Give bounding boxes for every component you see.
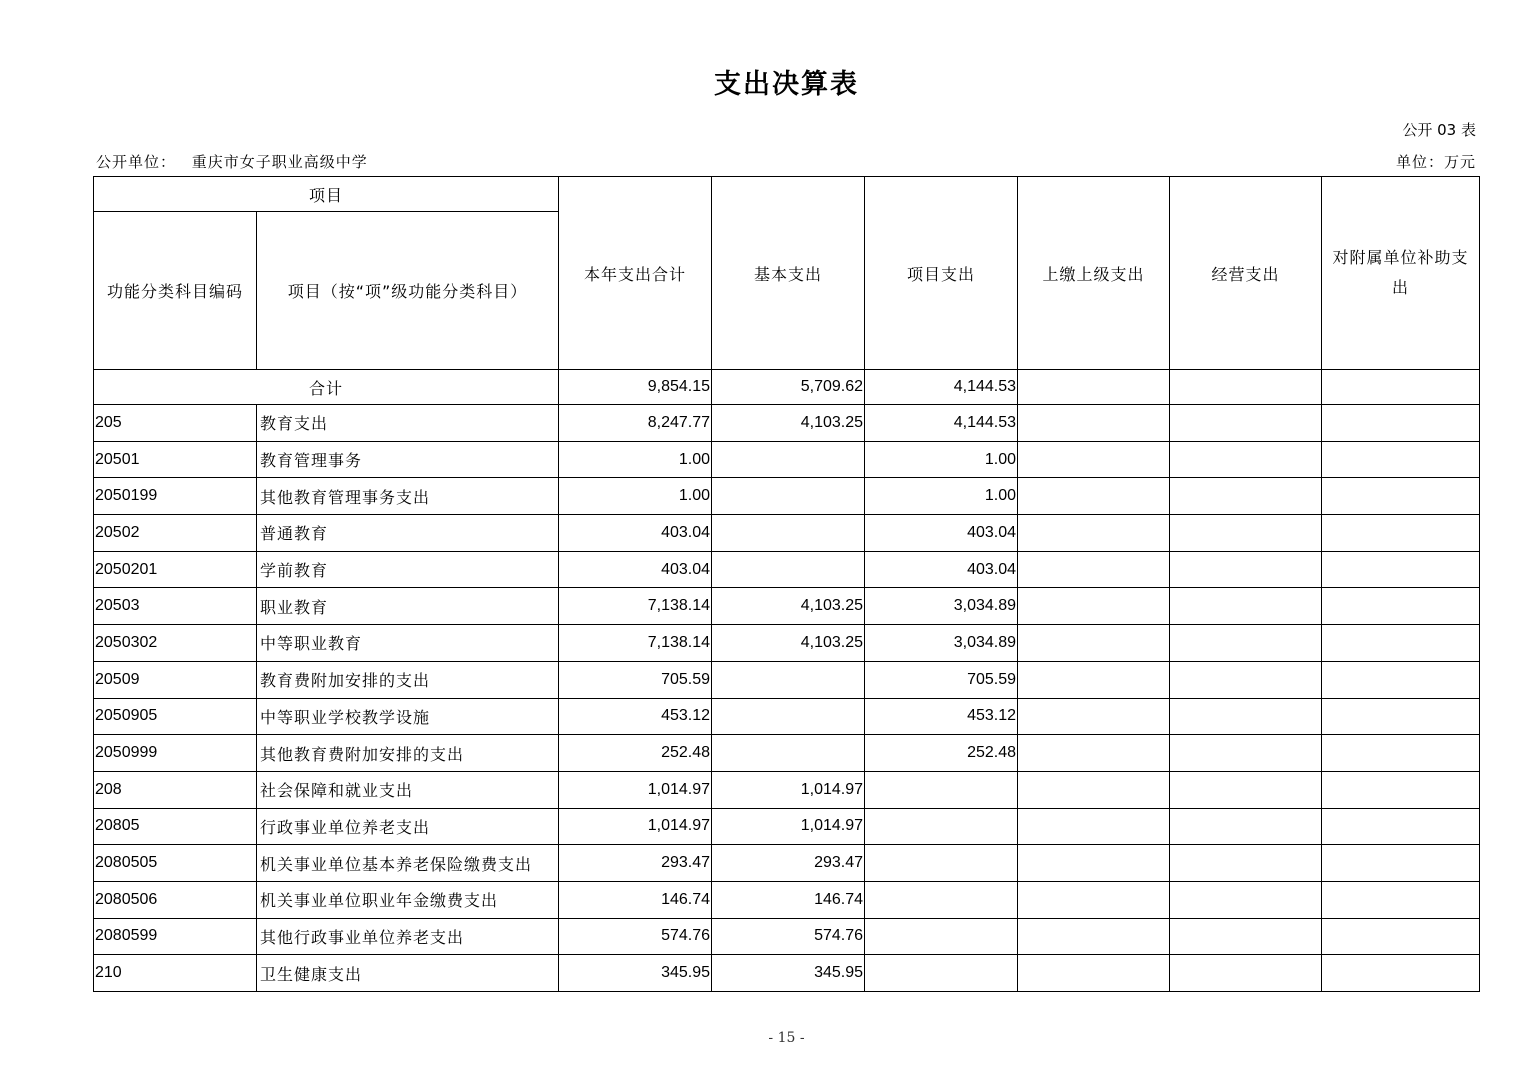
row-item: 1.00	[865, 441, 1018, 478]
row-code: 210	[94, 955, 257, 992]
total-basic: 5,709.62	[712, 370, 865, 405]
row-basic: 4,103.25	[712, 405, 865, 442]
row-basic: 345.95	[712, 955, 865, 992]
row-code: 20509	[94, 661, 257, 698]
row-total: 345.95	[559, 955, 712, 992]
row-name: 其他教育管理事务支出	[257, 478, 559, 515]
row-upper	[1018, 441, 1170, 478]
row-upper	[1018, 588, 1170, 625]
row-basic	[712, 515, 865, 552]
row-item	[865, 845, 1018, 882]
header-total: 本年支出合计	[559, 177, 712, 370]
row-upper	[1018, 551, 1170, 588]
header-item: 项目支出	[865, 177, 1018, 370]
row-subsidy	[1322, 661, 1480, 698]
row-business	[1170, 735, 1322, 772]
row-code: 2050905	[94, 698, 257, 735]
row-subsidy	[1322, 515, 1480, 552]
total-business	[1170, 370, 1322, 405]
row-item: 252.48	[865, 735, 1018, 772]
row-item: 3,034.89	[865, 588, 1018, 625]
table-row	[94, 955, 1480, 992]
row-upper	[1018, 698, 1170, 735]
row-name: 其他行政事业单位养老支出	[257, 918, 559, 955]
row-item	[865, 918, 1018, 955]
table-row	[94, 698, 1480, 735]
table-row	[94, 735, 1480, 772]
header-name: 项目（按“项”级功能分类科目）	[257, 212, 559, 370]
publishing-unit-label: 公开单位：	[96, 153, 177, 171]
publishing-unit	[96, 151, 368, 172]
row-name: 普通教育	[257, 515, 559, 552]
row-subsidy	[1322, 955, 1480, 992]
row-name: 中等职业教育	[257, 625, 559, 662]
row-subsidy	[1322, 918, 1480, 955]
page-number: - 15 -	[768, 1030, 805, 1046]
row-basic: 574.76	[712, 918, 865, 955]
row-subsidy	[1322, 735, 1480, 772]
row-upper	[1018, 478, 1170, 515]
row-code: 20501	[94, 441, 257, 478]
row-subsidy	[1322, 881, 1480, 918]
row-item: 403.04	[865, 551, 1018, 588]
expenditure-table	[93, 176, 1480, 992]
header-business: 经营支出	[1170, 177, 1322, 370]
total-row	[94, 370, 1480, 405]
row-item: 3,034.89	[865, 625, 1018, 662]
row-item: 1.00	[865, 478, 1018, 515]
header-project: 项目	[94, 177, 559, 212]
row-name: 中等职业学校教学设施	[257, 698, 559, 735]
row-code: 2080599	[94, 918, 257, 955]
row-upper	[1018, 845, 1170, 882]
row-name: 职业教育	[257, 588, 559, 625]
row-total: 293.47	[559, 845, 712, 882]
row-item	[865, 808, 1018, 845]
row-basic	[712, 735, 865, 772]
row-upper	[1018, 918, 1170, 955]
row-name: 行政事业单位养老支出	[257, 808, 559, 845]
row-total: 252.48	[559, 735, 712, 772]
row-name: 教育管理事务	[257, 441, 559, 478]
row-subsidy	[1322, 405, 1480, 442]
row-name: 教育费附加安排的支出	[257, 661, 559, 698]
row-code: 20502	[94, 515, 257, 552]
row-code: 208	[94, 771, 257, 808]
row-code: 2050302	[94, 625, 257, 662]
row-business	[1170, 661, 1322, 698]
row-basic: 1,014.97	[712, 808, 865, 845]
table-row	[94, 808, 1480, 845]
total-label: 合计	[94, 370, 559, 405]
row-upper	[1018, 735, 1170, 772]
row-basic: 293.47	[712, 845, 865, 882]
row-item	[865, 881, 1018, 918]
table-row	[94, 661, 1480, 698]
row-basic	[712, 478, 865, 515]
row-name: 机关事业单位职业年金缴费支出	[257, 881, 559, 918]
row-code: 2080506	[94, 881, 257, 918]
table-row	[94, 588, 1480, 625]
table-row	[94, 845, 1480, 882]
row-business	[1170, 478, 1322, 515]
row-subsidy	[1322, 588, 1480, 625]
table-row	[94, 441, 1480, 478]
table-row	[94, 881, 1480, 918]
row-total: 146.74	[559, 881, 712, 918]
table-row	[94, 478, 1480, 515]
row-code: 2050999	[94, 735, 257, 772]
row-business	[1170, 955, 1322, 992]
row-business	[1170, 405, 1322, 442]
row-total: 705.59	[559, 661, 712, 698]
row-name: 卫生健康支出	[257, 955, 559, 992]
row-item: 4,144.53	[865, 405, 1018, 442]
row-upper	[1018, 661, 1170, 698]
header-code: 功能分类科目编码	[94, 212, 257, 370]
publishing-unit-name: 重庆市女子职业高级中学	[191, 153, 368, 171]
row-item	[865, 771, 1018, 808]
page-title: 支出决算表	[714, 69, 859, 100]
money-unit: 单位：万元	[1395, 153, 1476, 171]
table-row	[94, 625, 1480, 662]
row-business	[1170, 698, 1322, 735]
row-subsidy	[1322, 478, 1480, 515]
row-item: 453.12	[865, 698, 1018, 735]
row-basic	[712, 441, 865, 478]
row-upper	[1018, 405, 1170, 442]
row-upper	[1018, 808, 1170, 845]
row-business	[1170, 515, 1322, 552]
row-name: 教育支出	[257, 405, 559, 442]
table-number: 公开 03 表	[1402, 121, 1476, 139]
row-subsidy	[1322, 551, 1480, 588]
row-upper	[1018, 515, 1170, 552]
row-code: 2080505	[94, 845, 257, 882]
total-item: 4,144.53	[865, 370, 1018, 405]
row-total: 1,014.97	[559, 808, 712, 845]
row-code: 2050201	[94, 551, 257, 588]
row-item	[865, 955, 1018, 992]
row-total: 403.04	[559, 515, 712, 552]
row-upper	[1018, 771, 1170, 808]
row-total: 453.12	[559, 698, 712, 735]
row-business	[1170, 588, 1322, 625]
row-basic	[712, 698, 865, 735]
row-name: 其他教育费附加安排的支出	[257, 735, 559, 772]
row-basic	[712, 661, 865, 698]
row-upper	[1018, 881, 1170, 918]
table-row	[94, 551, 1480, 588]
row-business	[1170, 845, 1322, 882]
row-business	[1170, 918, 1322, 955]
row-total: 403.04	[559, 551, 712, 588]
row-basic: 4,103.25	[712, 588, 865, 625]
row-item: 705.59	[865, 661, 1018, 698]
row-name: 机关事业单位基本养老保险缴费支出	[257, 845, 559, 882]
row-subsidy	[1322, 625, 1480, 662]
total-subsidy	[1322, 370, 1480, 405]
row-name: 学前教育	[257, 551, 559, 588]
row-basic	[712, 551, 865, 588]
row-code: 2050199	[94, 478, 257, 515]
row-total: 1.00	[559, 478, 712, 515]
header-subsidy: 对附属单位补助支出	[1322, 177, 1480, 370]
row-basic: 4,103.25	[712, 625, 865, 662]
total-total: 9,854.15	[559, 370, 712, 405]
row-subsidy	[1322, 845, 1480, 882]
row-total: 8,247.77	[559, 405, 712, 442]
row-total: 7,138.14	[559, 588, 712, 625]
header-upper: 上缴上级支出	[1018, 177, 1170, 370]
table-row	[94, 515, 1480, 552]
row-business	[1170, 625, 1322, 662]
row-subsidy	[1322, 771, 1480, 808]
row-business	[1170, 771, 1322, 808]
table-row	[94, 405, 1480, 442]
row-business	[1170, 881, 1322, 918]
row-name: 社会保障和就业支出	[257, 771, 559, 808]
row-basic: 1,014.97	[712, 771, 865, 808]
row-code: 20805	[94, 808, 257, 845]
table-row	[94, 918, 1480, 955]
row-subsidy	[1322, 441, 1480, 478]
row-business	[1170, 441, 1322, 478]
row-upper	[1018, 625, 1170, 662]
row-code: 205	[94, 405, 257, 442]
row-total: 1,014.97	[559, 771, 712, 808]
row-item: 403.04	[865, 515, 1018, 552]
row-total: 574.76	[559, 918, 712, 955]
row-business	[1170, 551, 1322, 588]
total-upper	[1018, 370, 1170, 405]
row-basic: 146.74	[712, 881, 865, 918]
row-code: 20503	[94, 588, 257, 625]
row-subsidy	[1322, 698, 1480, 735]
row-total: 7,138.14	[559, 625, 712, 662]
row-upper	[1018, 955, 1170, 992]
row-business	[1170, 808, 1322, 845]
header-basic: 基本支出	[712, 177, 865, 370]
row-subsidy	[1322, 808, 1480, 845]
row-total: 1.00	[559, 441, 712, 478]
table-row	[94, 771, 1480, 808]
